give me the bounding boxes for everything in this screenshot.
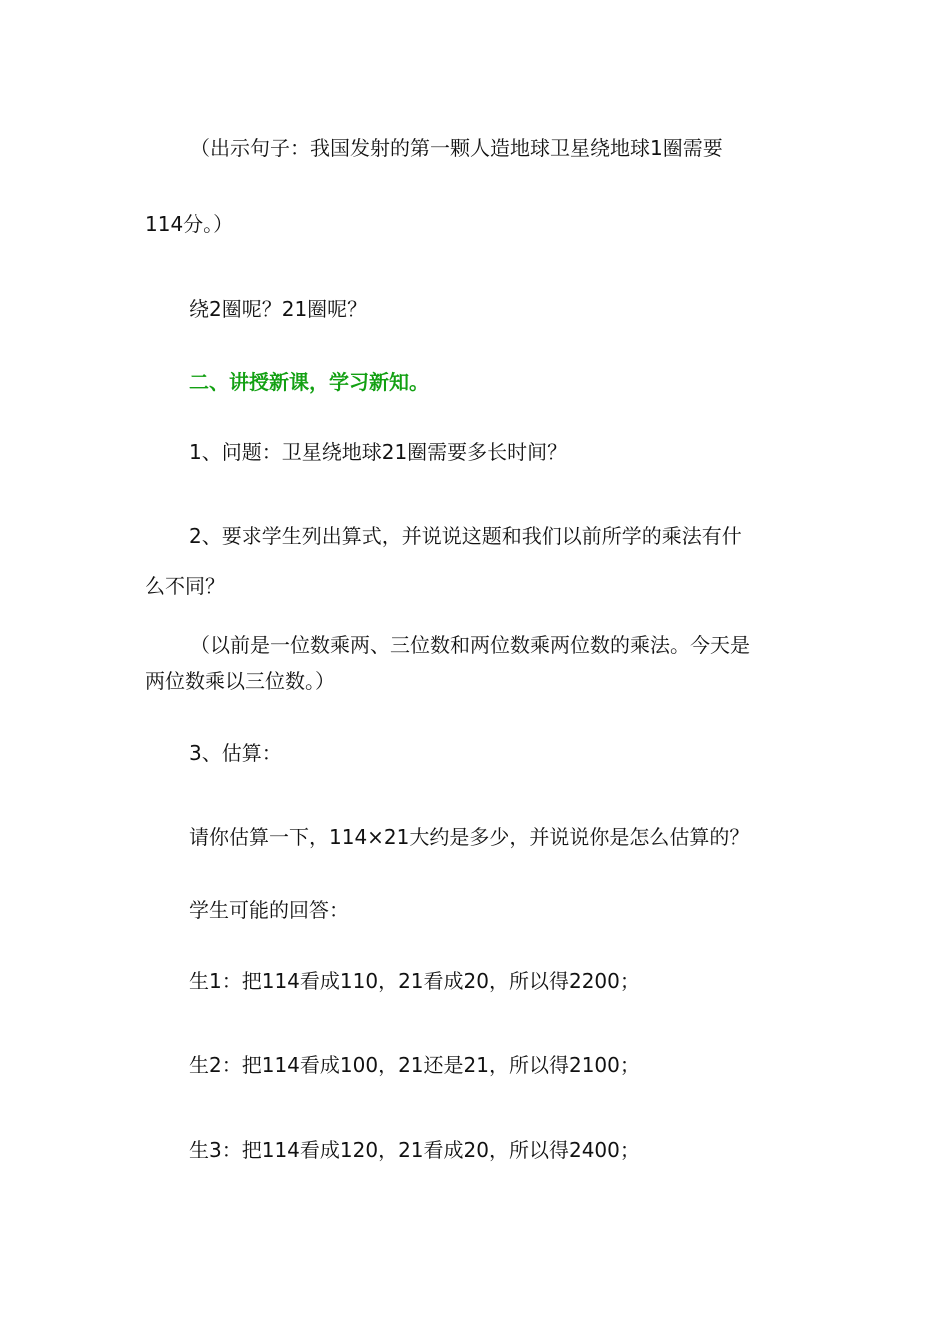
paragraph-student-2: 生2：把114看成100，21还是21，所以得2100；: [189, 1053, 640, 1077]
paragraph-explanation: （以前是一位数乘两、三位数和两位数乘两位数的乘法。今天是: [190, 633, 750, 657]
section-heading: 二、讲授新课，学习新知。: [189, 370, 429, 394]
paragraph-student-3: 生3：把114看成120，21看成20，所以得2400；: [189, 1138, 640, 1162]
paragraph-student-1: 生1：把114看成110，21看成20，所以得2200；: [189, 969, 640, 993]
paragraph-possible-answers: 学生可能的回答：: [189, 898, 349, 922]
paragraph-question-circles: 绕2圈呢？21圈呢？: [189, 297, 368, 321]
paragraph-item-1: 1、问题：卫星绕地球21圈需要多长时间？: [189, 440, 568, 464]
paragraph-estimate-prompt: 请你估算一下，114×21大约是多少，并说说你是怎么估算的？: [189, 825, 750, 849]
paragraph-explanation-cont: 两位数乘以三位数。）: [145, 669, 335, 693]
paragraph-intro-sentence-cont: 114分。）: [145, 212, 234, 236]
paragraph-item-2-cont: 么不同？: [145, 574, 225, 598]
paragraph-item-2: 2、要求学生列出算式，并说说这题和我们以前所学的乘法有什: [189, 524, 742, 548]
paragraph-intro-sentence: （出示句子：我国发射的第一颗人造地球卫星绕地球1圈需要: [190, 136, 723, 160]
paragraph-item-3: 3、估算：: [189, 741, 282, 765]
